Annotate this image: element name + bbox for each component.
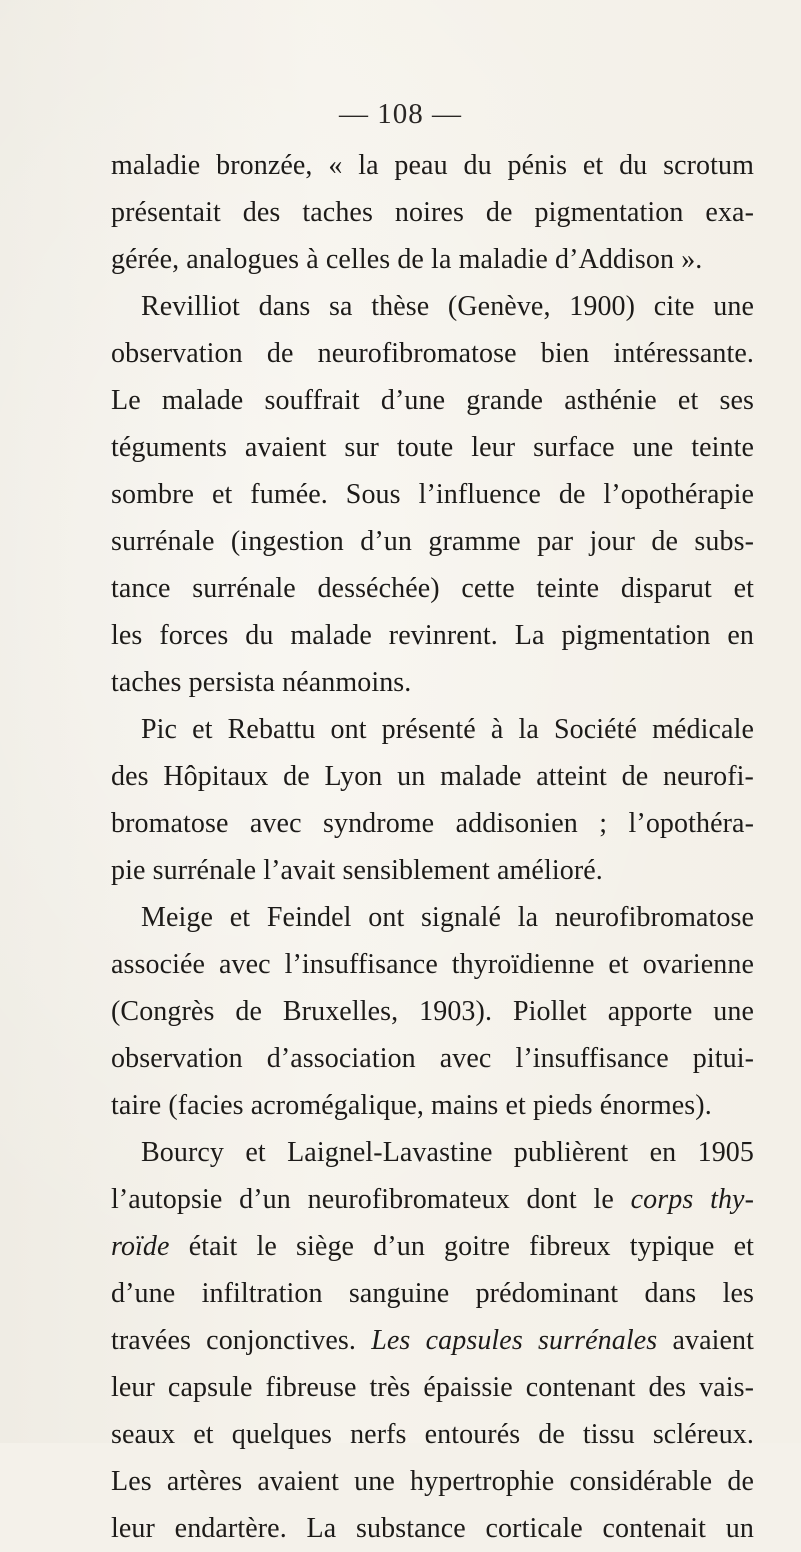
text-line: Pic et Rebattu ont présenté à la Société médicale [141,714,754,745]
text-line: seaux et quelques nerfs entourés de tissu scléreux. [111,1419,754,1450]
text-line: pie surrénale l’avait sensiblement amélioré. [111,855,603,886]
text-line: sombre et fumée. Sous l’influence de l’opothérapie [111,479,754,510]
text-line: taches persista néanmoins. [111,667,412,698]
text-run: avaient [657,1325,754,1356]
text-line: des Hôpitaux de Lyon un malade atteint de neurofi- [111,761,754,792]
text-line: observation de neurofibromatose bien intéressante. [111,338,754,369]
italic-run: roïde [111,1231,170,1262]
text-line-with-italic [111,1176,754,1223]
text-line: associée avec l’insuffisance thyroïdienne et ovarienne [111,949,754,980]
text-run: l’autopsie d’un neurofibromateux dont le [111,1184,631,1215]
text-line: leur capsule fibreuse très épaissie contenant des vais- [111,1372,754,1403]
text-line: surrénale (ingestion d’un gramme par jour de subs- [111,526,754,557]
text-run: était le siège d’un goitre fibreux typique et [169,1231,754,1262]
text-line: Les artères avaient une hypertrophie considérable de [111,1466,754,1497]
text-line: maladie bronzée, « la peau du pénis et du scrotum [111,150,754,181]
text-line: Le malade souffrait d’une grande asthénie et ses [111,385,754,416]
text-line: observation d’association avec l’insuffisance pitui- [111,1043,754,1074]
text-line: taire (facies acromégalique, mains et pieds énormes). [111,1090,712,1121]
text-line: d’une infiltration sanguine prédominant dans les [111,1278,754,1309]
text-line: Bourcy et Laignel-Lavastine publièrent en 1905 [141,1137,754,1168]
italic-run: corps thy- [630,1184,754,1215]
text-line: bromatose avec syndrome addisonien ; l’opothéra- [111,808,754,839]
text-line: leur endartère. La substance corticale contenait un [111,1513,754,1544]
body-text [111,142,754,1552]
text-line: téguments avaient sur toute leur surface une teinte [111,432,754,463]
text-line-with-italic [111,1223,754,1270]
page-number-header: — 108 — [339,98,462,130]
text-line: tance surrénale desséchée) cette teinte disparut et [111,573,754,604]
text-line-with-italic [111,1317,754,1364]
text-line: présentait des taches noires de pigmentation exa- [111,197,754,228]
text-line: Meige et Feindel ont signalé la neurofibromatose [141,902,754,933]
text-line: (Congrès de Bruxelles, 1903). Piollet apporte une [111,996,754,1027]
italic-run: Les capsules surrénales [371,1325,658,1356]
text-line: Revilliot dans sa thèse (Genève, 1900) cite une [141,291,754,322]
text-line: gérée, analogues à celles de la maladie d’Addison ». [111,244,703,275]
text-run: travées conjonctives. [111,1325,372,1356]
text-line: les forces du malade revinrent. La pigmentation en [111,620,754,651]
